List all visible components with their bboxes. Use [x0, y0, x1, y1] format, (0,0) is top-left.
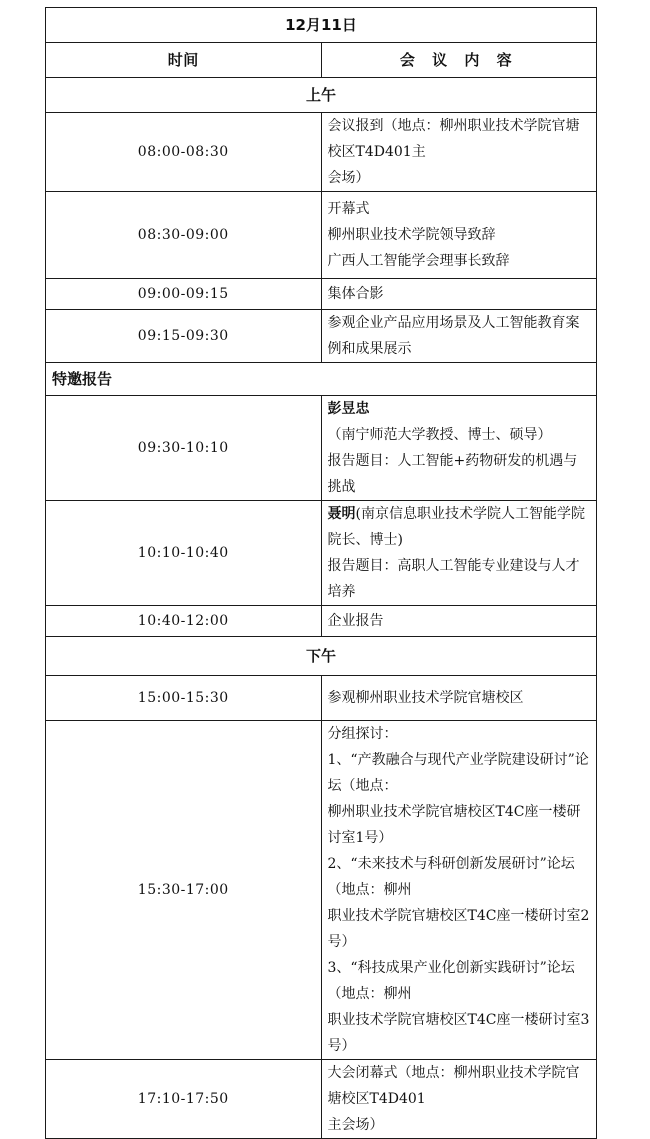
table-row — [46, 1060, 597, 1139]
speaker-info: （南宁师范大学教授、博士、硕导） — [327, 427, 552, 443]
afternoon-label: 下午 — [46, 637, 597, 676]
content-line: 分组探讨： — [327, 726, 398, 742]
content-cell — [321, 676, 597, 721]
content-cell — [321, 310, 597, 363]
content-line: 柳州职业技术学院领导致辞 — [327, 227, 496, 243]
content-cell — [321, 396, 597, 501]
morning-label: 上午 — [46, 78, 597, 113]
speaker-name: 聂明 — [327, 506, 356, 522]
content-line: 集体合影 — [327, 286, 384, 302]
content-cell — [321, 1060, 597, 1139]
table-row — [46, 721, 597, 1060]
content-line: 3、“科技成果产业化创新实践研讨”论坛（地点：柳州 — [327, 960, 575, 1002]
speaker-info: (南京信息职业技术学院人工智能学院院长、博士) — [327, 506, 585, 548]
time-cell: 10:40-12:00 — [46, 606, 322, 637]
afternoon-section-row — [46, 637, 597, 676]
table-row — [46, 279, 597, 310]
content-line: 职业技术学院官塘校区T4C座一楼研讨室3号） — [327, 1012, 590, 1054]
morning-section-row — [46, 78, 597, 113]
content-line: 职业技术学院官塘校区T4C座一楼研讨室2号） — [327, 908, 590, 950]
content-line: 会场） — [327, 170, 370, 186]
date-header-row — [46, 8, 597, 43]
schedule-table — [45, 7, 597, 1139]
table-row — [46, 192, 597, 279]
content-line: 大会闭幕式（地点：柳州职业技术学院官塘校区T4D401 — [327, 1065, 580, 1107]
time-column-header: 时间 — [46, 43, 322, 78]
content-line: 1、“产教融合与现代产业学院建设研讨”论坛（地点： — [327, 752, 589, 794]
time-cell: 15:30-17:00 — [46, 721, 322, 1060]
content-line: 开幕式 — [327, 201, 370, 217]
report-topic: 报告题目：人工智能+药物研发的机遇与挑战 — [327, 453, 578, 495]
special-section-row — [46, 363, 597, 396]
content-cell — [321, 192, 597, 279]
content-column-header: 会 议 内 容 — [321, 43, 597, 78]
time-cell: 09:15-09:30 — [46, 310, 322, 363]
content-line: 2、“未来技术与科研创新发展研讨”论坛（地点：柳州 — [327, 856, 575, 898]
table-row — [46, 113, 597, 192]
content-cell — [321, 279, 597, 310]
content-cell — [321, 113, 597, 192]
time-cell: 10:10-10:40 — [46, 501, 322, 606]
content-line: 参观柳州职业技术学院官塘校区 — [327, 690, 524, 706]
content-line: 参观企业产品应用场景及人工智能教育案例和成果展示 — [327, 315, 580, 357]
content-line: 广西人工智能学会理事长致辞 — [327, 253, 510, 269]
speaker-line — [328, 501, 591, 553]
speaker-line — [328, 396, 591, 448]
column-header-row — [46, 43, 597, 78]
report-topic: 报告题目：高职人工智能专业建设与人才培养 — [327, 558, 580, 600]
content-line: 柳州职业技术学院官塘校区T4C座一楼研讨室1号） — [327, 804, 581, 846]
date-header: 12月11日 — [46, 8, 597, 43]
time-cell: 08:30-09:00 — [46, 192, 322, 279]
content-cell: 企业报告 — [321, 606, 597, 637]
time-cell: 15:00-15:30 — [46, 676, 322, 721]
table-row — [46, 676, 597, 721]
time-cell: 17:10-17:50 — [46, 1060, 322, 1139]
speaker-name: 彭昱忠 — [327, 401, 370, 417]
special-label: 特邀报告 — [46, 363, 597, 396]
content-line: 会议报到（地点：柳州职业技术学院官塘校区T4D401主 — [327, 118, 580, 160]
table-row — [46, 396, 597, 501]
time-cell: 08:00-08:30 — [46, 113, 322, 192]
content-cell — [321, 501, 597, 606]
table-row — [46, 310, 597, 363]
time-cell: 09:00-09:15 — [46, 279, 322, 310]
time-cell: 09:30-10:10 — [46, 396, 322, 501]
content-line: 主会场） — [327, 1117, 384, 1133]
content-cell — [321, 721, 597, 1060]
table-row — [46, 501, 597, 606]
table-row — [46, 606, 597, 637]
